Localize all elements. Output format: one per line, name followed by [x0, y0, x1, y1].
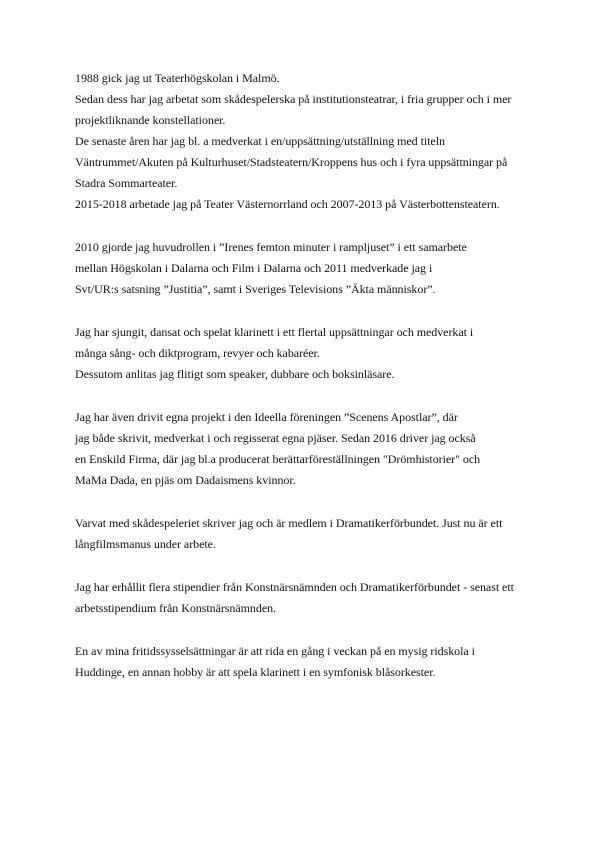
paragraph-spacer: [75, 215, 545, 237]
text-line: Jag har erhållit flera stipendier från Konstnärsnämnden och Dramatikerförbundet - senast ett: [75, 580, 514, 594]
text-line: Sedan dess har jag arbetat som skådespelerska på institutionsteatrar, i fria grupper och i mer: [75, 92, 512, 106]
paragraph-spacer: [75, 619, 545, 641]
paragraph-spacer: [75, 300, 545, 322]
text-line: många sång- och diktprogram, revyer och kabaréer.: [75, 346, 320, 360]
text-line: projektliknande konstellationer.: [75, 113, 226, 127]
text-line: 2010 gjorde jag huvudrollen i ”Irenes femton minuter i rampljuset” i ett samarbete: [75, 240, 467, 254]
text-line: Huddinge, en annan hobby är att spela klarinett i en symfonisk blåsorkester.: [75, 665, 436, 679]
text-line: Varvat med skådespeleriet skriver jag och är medlem i Dramatikerförbundet. Just nu är ett: [75, 516, 503, 530]
text-line: MaMa Dada, en pjäs om Dadaismens kvinnor.: [75, 473, 296, 487]
biography-text: [75, 68, 545, 683]
paragraph-spacer: [75, 555, 545, 577]
text-line: långfilmsmanus under arbete.: [75, 537, 216, 551]
text-line: jag både skrivit, medverkat i och regisserat egna pjäser. Sedan 2016 driver jag också: [75, 431, 476, 445]
text-line: Dessutom anlitas jag flitigt som speaker, dubbare och boksinläsare.: [75, 367, 395, 381]
paragraph-spacer: [75, 491, 545, 513]
text-line: Stadra Sommarteater.: [75, 176, 178, 190]
text-line: Svt/UR:s satsning ”Justitia”, samt i Sveriges Televisions ”Äkta människor”.: [75, 282, 436, 296]
text-line: De senaste åren har jag bl. a medverkat i en/uppsättning/utställning med titeln: [75, 134, 445, 148]
paragraph-spacer: [75, 385, 545, 407]
text-line: En av mina fritidssysselsättningar är att rida en gång i veckan på en mysig ridskola i: [75, 644, 475, 658]
text-line: arbetsstipendium från Konstnärsnämnden.: [75, 601, 277, 615]
text-line: 2015-2018 arbetade jag på Teater Västernorrland och 2007-2013 på Västerbottensteatern.: [75, 197, 500, 211]
text-line: Jag har sjungit, dansat och spelat klarinett i ett flertal uppsättningar och medverkat i: [75, 325, 474, 339]
text-line: en Enskild Firma, där jag bl.a producerat berättarföreställningen "Drömhistorier" och: [75, 452, 481, 466]
text-line: Jag har även drivit egna projekt i den Ideella föreningen ”Scenens Apostlar”, där: [75, 410, 458, 424]
text-line: 1988 gick jag ut Teaterhögskolan i Malmö.: [75, 71, 280, 85]
text-line: mellan Högskolan i Dalarna och Film i Dalarna och 2011 medverkade jag i: [75, 261, 433, 275]
text-line: Väntrummet/Akuten på Kulturhuset/Stadsteatern/Kroppens hus och i fyra uppsättningar på: [75, 155, 508, 169]
